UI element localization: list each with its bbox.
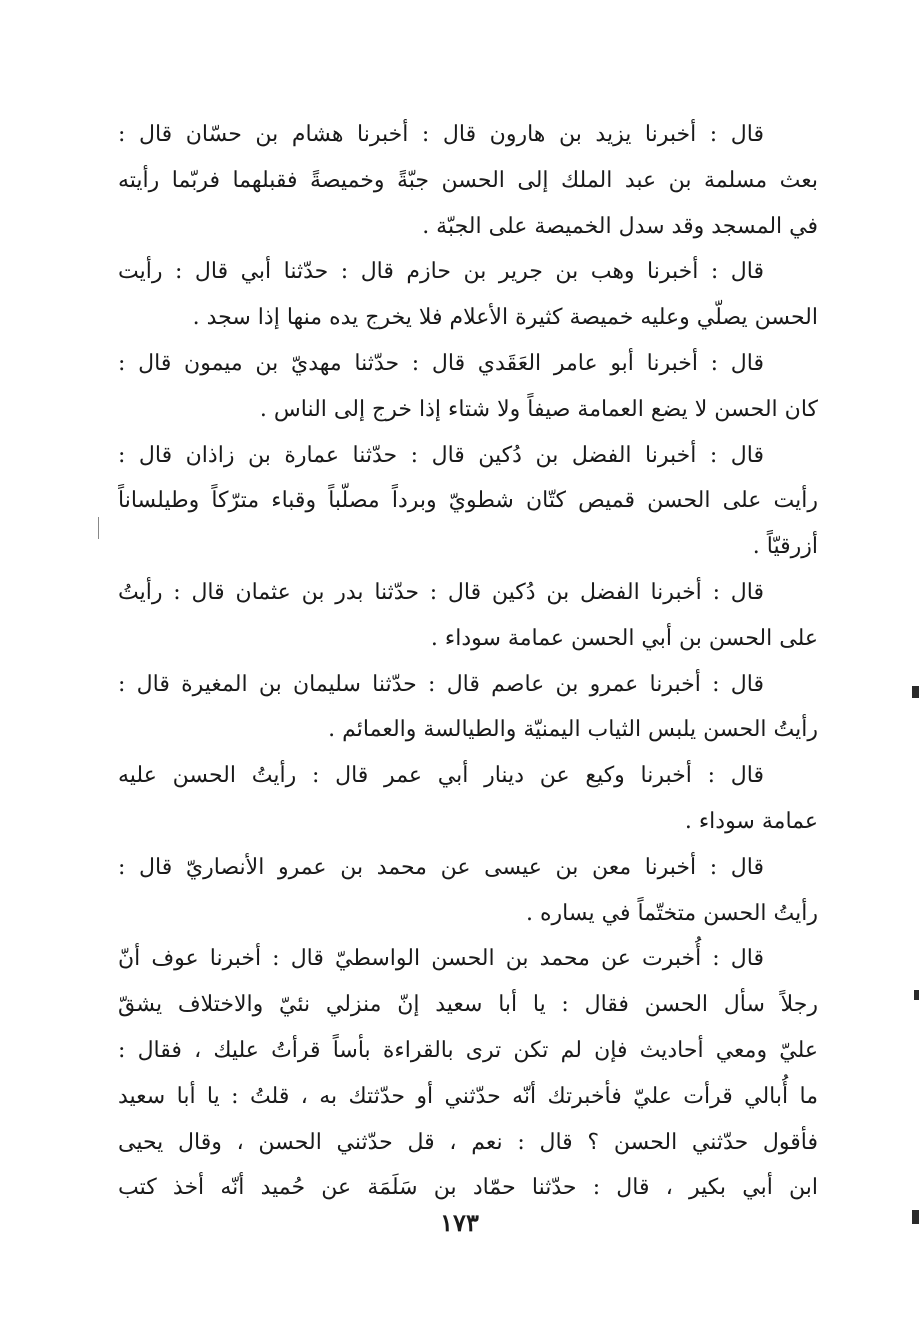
text-line: رأيتُ الحسن متختّماً في يساره .: [526, 900, 818, 926]
paragraph-first-line: قال : أخبرنا عمرو بن عاصم قال : حدّثنا سليمان بن المغيرة قال :: [118, 671, 764, 697]
text-line: ابن أبي بكير ، قال : حدّثنا حمّاد بن سَلَمَة عن حُميد أنّه أخذ كتب: [118, 1175, 818, 1201]
text-line: أزرقيّاً .: [752, 534, 818, 560]
text-line: رأيتُ الحسن يلبس الثياب اليمنيّة والطيالسة والعمائم .: [328, 717, 818, 743]
text-line: الحسن يصلّي وعليه خميصة كثيرة الأعلام فلا يخرج يده منها إذا سجد .: [192, 305, 818, 331]
scan-edge-mark: [98, 517, 99, 539]
text-line: كان الحسن لا يضع العمامة صيفاً ولا شتاء إذا خرج إلى الناس .: [259, 396, 818, 422]
paragraph-first-line: قال : أخبرنا وكيع عن دينار أبي عمر قال : رأيتُ الحسن عليه: [118, 763, 764, 789]
paragraph-first-line: قال : أخبرنا وهب بن جرير بن حازم قال : حدّثنا أبي قال : رأيت: [118, 259, 764, 285]
text-line: رجلاً سأل الحسن فقال : يا أبا سعيد إنّ منزلي نئيّ والاختلاف يشقّ: [118, 992, 818, 1018]
paragraph-first-line: قال : أُخبرت عن محمد بن الحسن الواسطيّ قال : أخبرنا عوف أنّ: [118, 946, 764, 972]
text-line: بعث مسلمة بن عبد الملك إلى الحسن جبّةً وخميصةً فقبلهما فربّما رأيته: [118, 167, 818, 193]
page-number: ١٧٣: [440, 1208, 479, 1237]
paragraph-first-line: قال : أخبرنا الفضل بن دُكين قال : حدّثنا بدر بن عثمان قال : رأيتُ: [118, 579, 764, 605]
text-line: في المسجد وقد سدل الخميصة على الجبّة .: [422, 213, 818, 239]
paragraph-first-line: قال : أخبرنا الفضل بن دُكين قال : حدّثنا عمارة بن زاذان قال :: [118, 442, 764, 468]
scan-edge-mark: [914, 990, 919, 1000]
text-line: رأيت على الحسن قميص كتّان شطويّ وبرداً مصلّباً وقباء مترّكاً وطيلساناً: [118, 488, 818, 514]
scan-edge-mark: [912, 1210, 919, 1224]
text-line: على الحسن بن أبي الحسن عمامة سوداء .: [430, 625, 818, 651]
paragraph-first-line: قال : أخبرنا معن بن عيسى عن محمد بن عمرو الأنصاريّ قال :: [118, 854, 764, 880]
scan-edge-mark: [912, 686, 919, 698]
paragraph-first-line: قال : أخبرنا أبو عامر العَقَدي قال : حدّثنا مهديّ بن ميمون قال :: [118, 350, 764, 376]
text-line: ما أُبالي قرأت عليّ فأخبرتك أنّه حدّثني أو حدّثتك به ، قلتُ : يا أبا سعيد: [118, 1083, 818, 1109]
paragraph-first-line: قال : أخبرنا يزيد بن هارون قال : أخبرنا هشام بن حسّان قال :: [118, 122, 764, 147]
text-line: فأقول حدّثني الحسن ؟ قال : نعم ، قل حدّثني الحسن ، وقال يحيى: [118, 1129, 818, 1155]
page-body: [118, 112, 818, 1211]
text-line: عليّ ومعي أحاديث فإن لم تكن ترى بالقراءة بأساً قرأتُ عليك ، فقال :: [118, 1037, 818, 1063]
text-line: عمامة سوداء .: [684, 808, 818, 834]
